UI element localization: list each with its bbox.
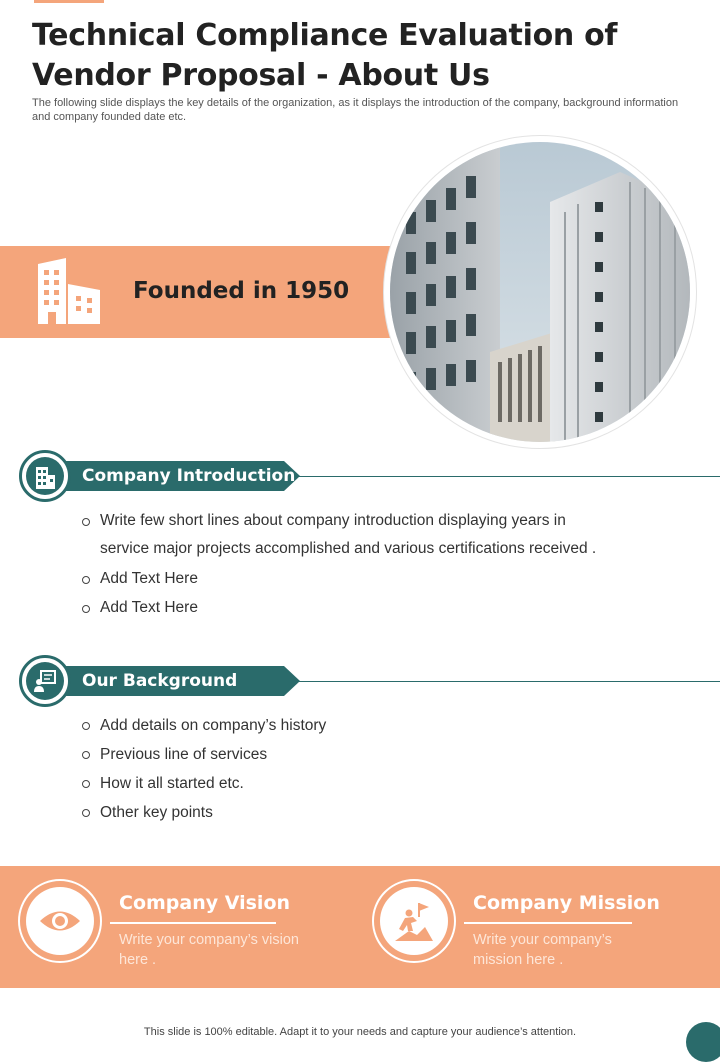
list-item: Add Text Here — [78, 594, 618, 622]
list-item: Write few short lines about company introduction displaying years in service major projects accomplished and various certifications received . — [78, 507, 618, 563]
page-title: Technical Compliance Evaluation of Vendor Proposal - About Us — [32, 18, 618, 93]
our-background-list — [78, 711, 638, 827]
mission-title: Company Mission — [473, 892, 660, 914]
vision-underline — [110, 922, 276, 924]
summit-flag-icon — [395, 901, 433, 941]
founded-text: Founded in 1950 — [133, 278, 350, 304]
vision-icon-badge — [18, 879, 102, 963]
corner-decoration — [686, 1022, 720, 1062]
company-introduction-list — [78, 507, 618, 622]
section-icon-badge — [19, 655, 71, 707]
list-item: Other key points — [78, 798, 638, 827]
section-title-company-introduction: Company Introduction — [82, 466, 296, 486]
mission-underline — [464, 922, 632, 924]
section-icon-badge — [19, 450, 71, 502]
list-item: How it all started etc. — [78, 769, 638, 798]
building-icon — [33, 463, 57, 489]
list-item: Previous line of services — [78, 740, 638, 769]
list-item: Add details on company’s history — [78, 711, 638, 740]
list-item: Add Text Here — [78, 565, 618, 593]
office-buildings-photo — [390, 142, 690, 442]
top-accent-bar — [34, 0, 104, 3]
mission-icon-badge — [372, 879, 456, 963]
building-icon — [34, 258, 102, 329]
section-divider-line — [296, 681, 720, 682]
eye-icon — [38, 908, 82, 934]
section-divider-line — [296, 476, 720, 477]
vision-body: Write your company’s vision here . — [119, 932, 299, 968]
presentation-icon — [33, 669, 57, 693]
mission-body: Write your company’s mission here . — [473, 932, 612, 968]
page-subtitle: The following slide displays the key details of the organization, as it displays the introduction of the company, background information and company founded date etc. — [32, 97, 679, 123]
section-title-our-background: Our Background — [82, 671, 238, 691]
vision-title: Company Vision — [119, 892, 291, 914]
footer-note: This slide is 100% editable. Adapt it to your needs and capture your audience’s attention. — [143, 1026, 577, 1038]
